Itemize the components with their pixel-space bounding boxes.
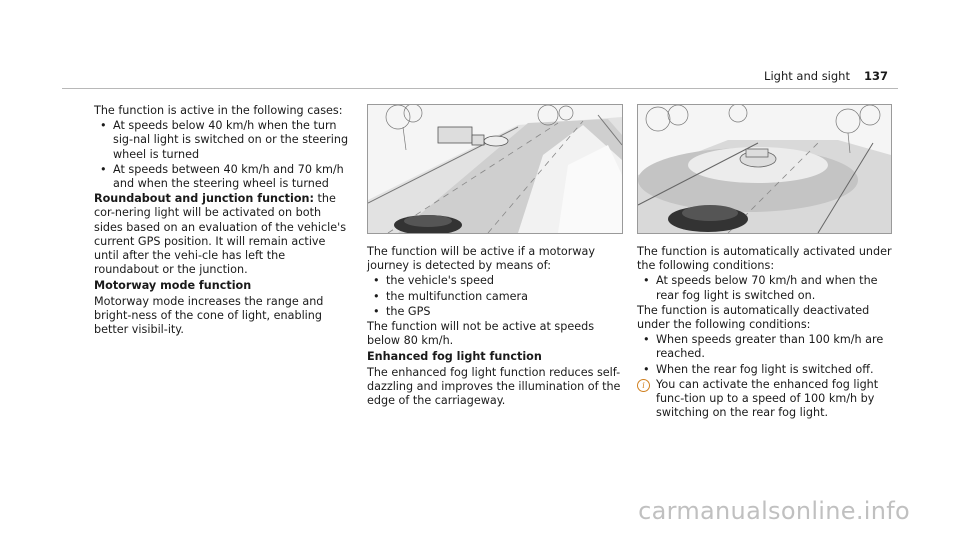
header-rule	[62, 88, 898, 89]
roundabout-heading: Roundabout and junction function:	[94, 192, 314, 206]
inactive-note: The function will not be active at speeds below 80 km/h.	[367, 320, 595, 348]
info-note	[637, 378, 897, 421]
col2-intro: The function will be active if a motorway journey is detected by means of:	[367, 245, 595, 273]
page-number: 137	[863, 69, 888, 83]
list-item: • the GPS	[373, 304, 431, 318]
list-item: • When speeds greater than 100 km/h are reached.	[643, 333, 884, 361]
info-icon: i	[637, 379, 650, 392]
watermark: carmanualsonline.info	[638, 497, 910, 525]
deactivated-text: The function is automatically deactivated under the following conditions:	[637, 303, 870, 332]
column-3	[637, 245, 897, 420]
col2-bullet-list	[367, 274, 623, 319]
fog-text: The enhanced fog light function reduces self-dazzling and improves the illumination of the edge of the carriageway.	[367, 365, 621, 408]
activated-text: The function is automatically activated under the following conditions:	[637, 245, 892, 273]
note-text: You can activate the enhanced fog light func-tion up to a speed of 100 km/h by switching on the rear fog light.	[656, 377, 879, 420]
motorway-text: Motorway mode increases the range and bright-ness of the cone of light, enabling better visibil-ity.	[94, 294, 324, 337]
page-header	[764, 69, 888, 83]
roundabout-paragraph	[94, 192, 350, 277]
fog-heading: Enhanced fog light function	[367, 350, 542, 364]
activated-list	[637, 274, 897, 302]
motorway-heading: Motorway mode function	[94, 279, 252, 293]
fog-light-illustration	[637, 104, 892, 234]
list-item: • When the rear fog light is switched off.	[643, 362, 874, 376]
list-item: • At speeds below 70 km/h and when the rear fog light is switched on.	[643, 274, 878, 302]
motorway-illustration	[367, 104, 623, 234]
roundabout-text: the cor-nering light will be activated on both sides based on an evaluation of the vehicle's current GPS position. It will remain active until after the vehi-cle has left the roundabout or the junction.	[94, 192, 347, 277]
list-item: • the vehicle's speed	[373, 274, 495, 288]
column-2	[367, 245, 623, 409]
deactivated-list	[637, 333, 897, 377]
list-item: • At speeds below 40 km/h when the turn sig-nal light is switched on or the steering wheel is turned	[100, 119, 349, 161]
list-item: • the multifunction camera	[373, 289, 529, 303]
col1-intro: The function is active in the following cases:	[94, 104, 343, 117]
column-1	[94, 104, 350, 338]
section-title: Light and sight	[764, 69, 850, 83]
list-item: • At speeds between 40 km/h and 70 km/h and when the steering wheel is turned	[100, 162, 344, 191]
col1-bullet-list	[94, 119, 350, 191]
